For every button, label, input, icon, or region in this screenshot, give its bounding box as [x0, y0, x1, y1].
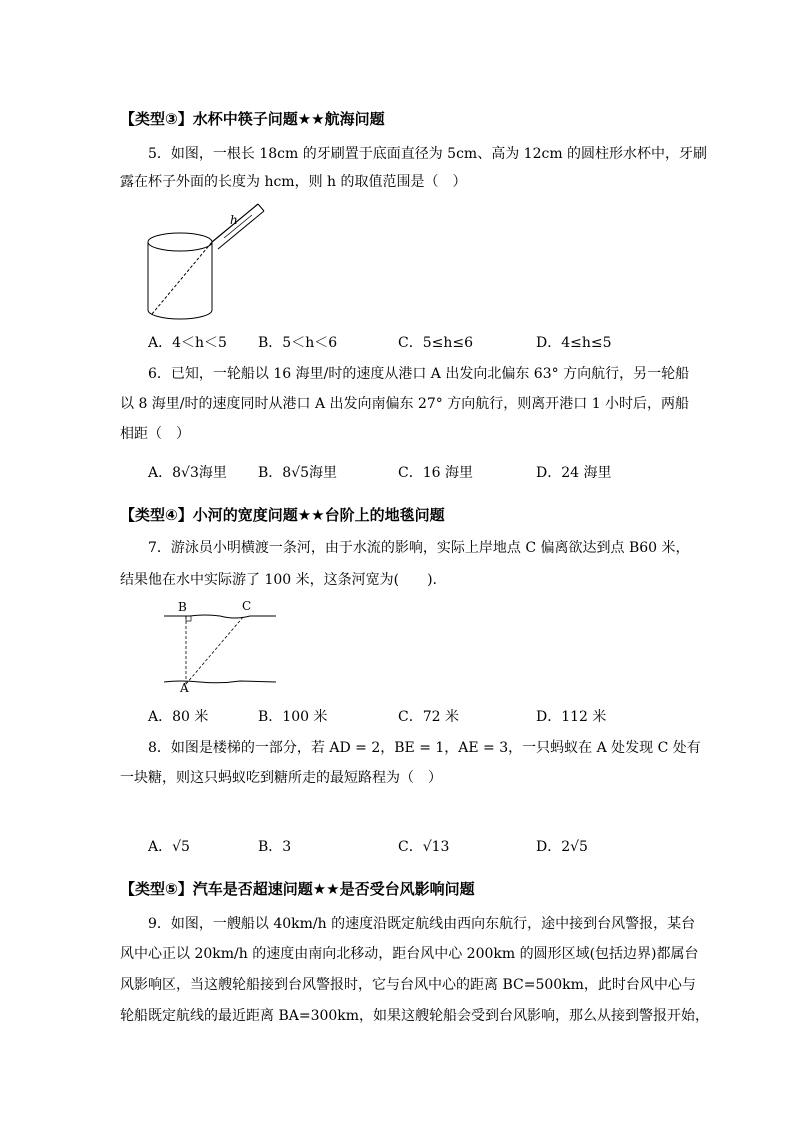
q8-text-line2: 一块糖，则这只蚂蚁吃到糖所走的最短路程为（ ） [120, 770, 442, 786]
q8-option-a[interactable]: A．√5 [148, 839, 190, 855]
section-heading-4: 【类型④】小河的宽度问题★★台阶上的地毯问题 [120, 506, 445, 524]
toothbrush-inside [152, 242, 212, 314]
q6-text-line1: 6．已知，一轮船以 16 海里/时的速度从港口 A 出发向北偏东 63° 方向航行，另一轮船 [148, 366, 690, 382]
q8-text-line1: 8．如图是楼梯的一部分，若 AD = 2，BE = 1，AE = 3，一只蚂蚁在 A 处发现 C 处有 [148, 740, 701, 756]
toothbrush-edge [218, 211, 264, 249]
q7-option-b[interactable]: B．100 米 [258, 709, 328, 725]
q7-option-d[interactable]: D．112 米 [536, 709, 607, 725]
q6-option-d[interactable]: D．24 海里 [536, 465, 612, 481]
q6-option-b[interactable]: B．8√5海里 [258, 465, 338, 481]
h-dimension-line [224, 215, 252, 238]
section-heading-3: 【类型③】水杯中筷子问题★★航海问题 [120, 110, 385, 128]
q9-text-line2: 风中心正以 20km/h 的速度由南向北移动，距台风中心 200km 的圆形区域(包括边界)都属台 [120, 946, 699, 962]
section-heading-5: 【类型⑤】汽车是否超速问题★★是否受台风影响问题 [120, 880, 475, 898]
q5-option-c[interactable]: C．5≤h≤6 [398, 335, 474, 351]
cylinder-bottom [148, 310, 212, 319]
q6-text-line2: 以 8 海里/时的速度同时从港口 A 出发向南偏东 27° 方向航行，则离开港口 1 小时后，两船 [120, 396, 690, 412]
q9-text-line1: 9．如图，一艘船以 40km/h 的速度沿既定航线由西向东航行，途中接到台风警报，某台 [148, 916, 696, 932]
q6-option-a[interactable]: A．8√3海里 [148, 465, 227, 481]
q5-cylinder-figure [140, 198, 280, 323]
q7-option-a[interactable]: A．80 米 [148, 709, 209, 725]
point-c-label: C [242, 599, 252, 613]
cylinder-top [148, 233, 212, 251]
q5-option-b[interactable]: B．5＜h＜6 [258, 335, 338, 351]
q5-text-line1: 5．如图，一根长 18cm 的牙刷置于底面直径为 5cm、高为 12cm 的圆柱形水杯中，牙刷 [148, 146, 708, 162]
q6-text-line3: 相距（ ） [120, 426, 190, 442]
q5-option-a[interactable]: A．4＜h＜5 [148, 335, 227, 351]
river-bank-top [164, 615, 276, 618]
q8-option-c[interactable]: C．√13 [398, 839, 450, 855]
q8-option-b[interactable]: B．3 [258, 839, 292, 855]
q6-option-c[interactable]: C．16 海里 [398, 465, 473, 481]
q7-text-line1: 7．游泳员小明横渡一条河，由于水流的影响，实际上岸地点 C 偏离欲达到点 B60 米， [148, 540, 690, 556]
point-b-label: B [178, 600, 187, 614]
q7-river-figure [160, 596, 280, 695]
q8-option-d[interactable]: D．2√5 [536, 839, 588, 855]
q5-text-line2: 露在杯子外面的长度为 hcm，则 h 的取值范围是（ ） [120, 174, 467, 190]
swim-path-line [186, 616, 244, 684]
q5-option-d[interactable]: D．4≤h≤5 [536, 335, 612, 351]
q9-text-line4: 轮船既定航线的最近距离 BA=300km，如果这艘轮船会受到台风影响，那么从接到警报开始， [120, 1008, 710, 1024]
q7-option-c[interactable]: C．72 米 [398, 709, 459, 725]
point-a-label: A [180, 681, 189, 695]
q7-text-line2: 结果他在水中实际游了 100 米，这条河宽为( ). [120, 572, 437, 588]
h-label: h [230, 213, 238, 227]
right-angle-mark [186, 616, 191, 621]
q9-text-line3: 风影响区，当这艘轮船接到台风警报时，它与台风中心的距离 BC=500km，此时台风中心与 [120, 977, 696, 993]
toothbrush-end [258, 204, 264, 211]
